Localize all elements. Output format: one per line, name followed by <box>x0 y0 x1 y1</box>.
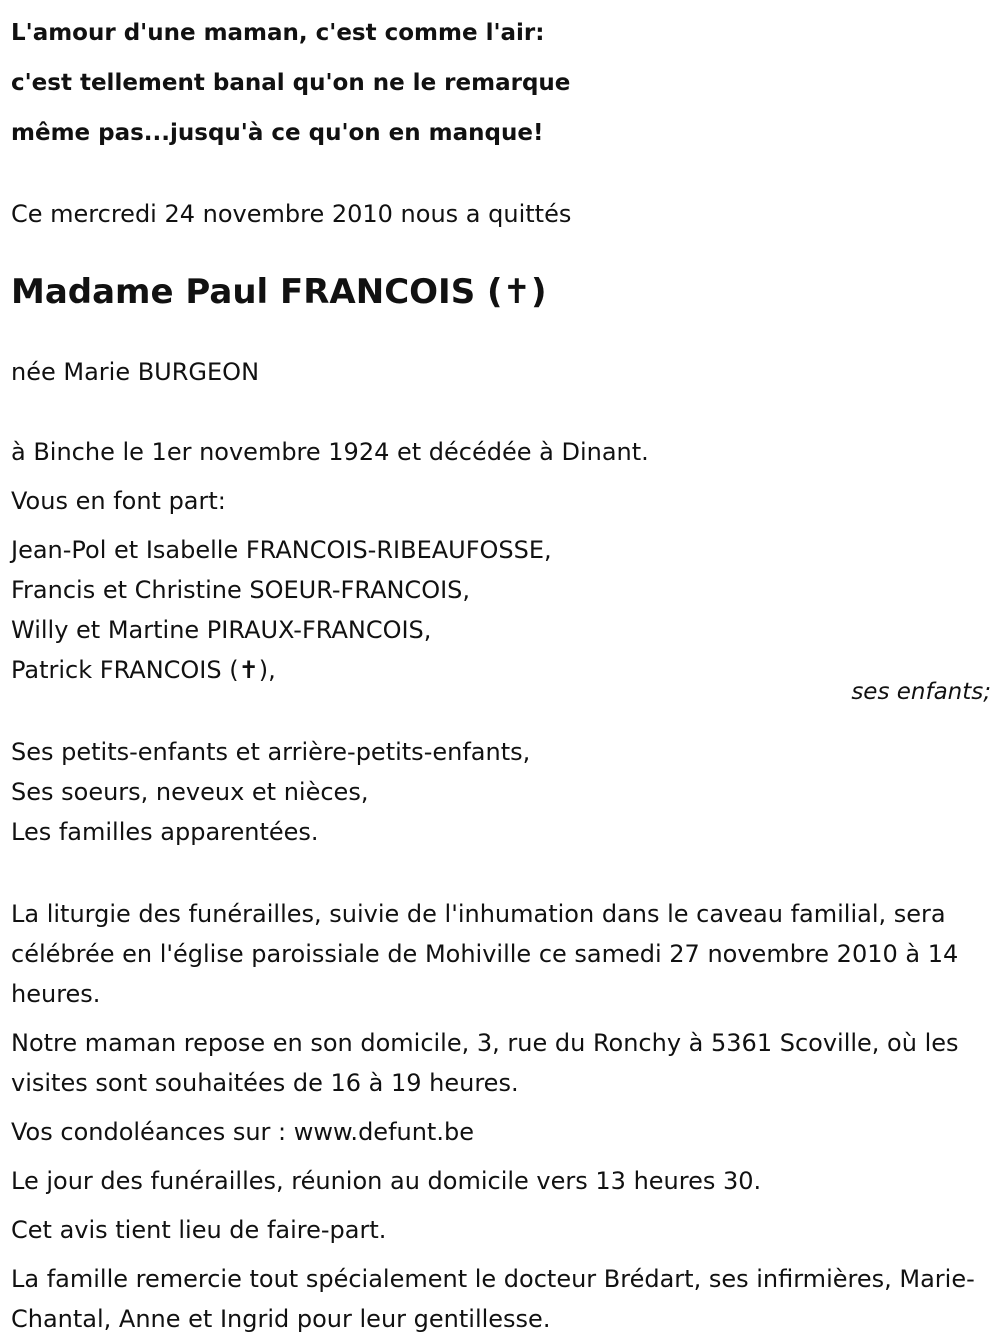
intro-text: Ce mercredi 24 novembre 2010 nous a quittés <box>11 200 572 228</box>
condolences-text: Vos condoléances sur : www.defunt.be <box>11 1118 474 1146</box>
child-item: Patrick FRANCOIS (✝), <box>11 656 276 684</box>
announce-text: Vous en font part: <box>11 487 226 515</box>
family-list <box>11 732 991 852</box>
liturgy-text: La liturgie des funérailles, suivie de l'inhumation dans le caveau familial, sera célébrée en l'église paroissiale de Mohiville ce samedi 27 novembre 2010 à 14 heures. <box>11 900 959 1008</box>
obituary-notice <box>11 0 991 1339</box>
children-role: ses enfants; <box>851 679 991 705</box>
repose-text: Notre maman repose en son domicile, 3, rue du Ronchy à 5361 Scoville, où les visites sont souhaitées de 16 à 19 heures. <box>11 1029 959 1097</box>
deceased-name: Madame Paul FRANCOIS (✝) <box>11 272 547 312</box>
child-item: Jean-Pol et Isabelle FRANCOIS-RIBEAUFOSSE, <box>11 536 552 564</box>
family-item: Ses soeurs, neveux et nièces, <box>11 778 369 806</box>
child-item: Willy et Martine PIRAUX-FRANCOIS, <box>11 616 432 644</box>
poem-line-1: L'amour d'une maman, c'est comme l'air: <box>11 20 545 46</box>
children-list <box>11 530 991 690</box>
birth-info: à Binche le 1er novembre 1924 et décédée à Dinant. <box>11 438 649 466</box>
notice-text: Cet avis tient lieu de faire-part. <box>11 1216 387 1244</box>
family-item: Ses petits-enfants et arrière-petits-enfants, <box>11 738 531 766</box>
maiden-name: née Marie BURGEON <box>11 358 260 386</box>
family-item: Les familles apparentées. <box>11 818 319 846</box>
poem-line-3: même pas...jusqu'à ce qu'on en manque! <box>11 120 544 146</box>
poem-line-2: c'est tellement banal qu'on ne le remarque <box>11 70 571 96</box>
meeting-text: Le jour des funérailles, réunion au domicile vers 13 heures 30. <box>11 1167 762 1195</box>
child-item: Francis et Christine SOEUR-FRANCOIS, <box>11 576 471 604</box>
poem <box>11 0 991 158</box>
thanks-text: La famille remercie tout spécialement le docteur Brédart, ses infirmières, Marie-Chantal, Anne et Ingrid pour leur gentillesse. <box>11 1265 975 1333</box>
